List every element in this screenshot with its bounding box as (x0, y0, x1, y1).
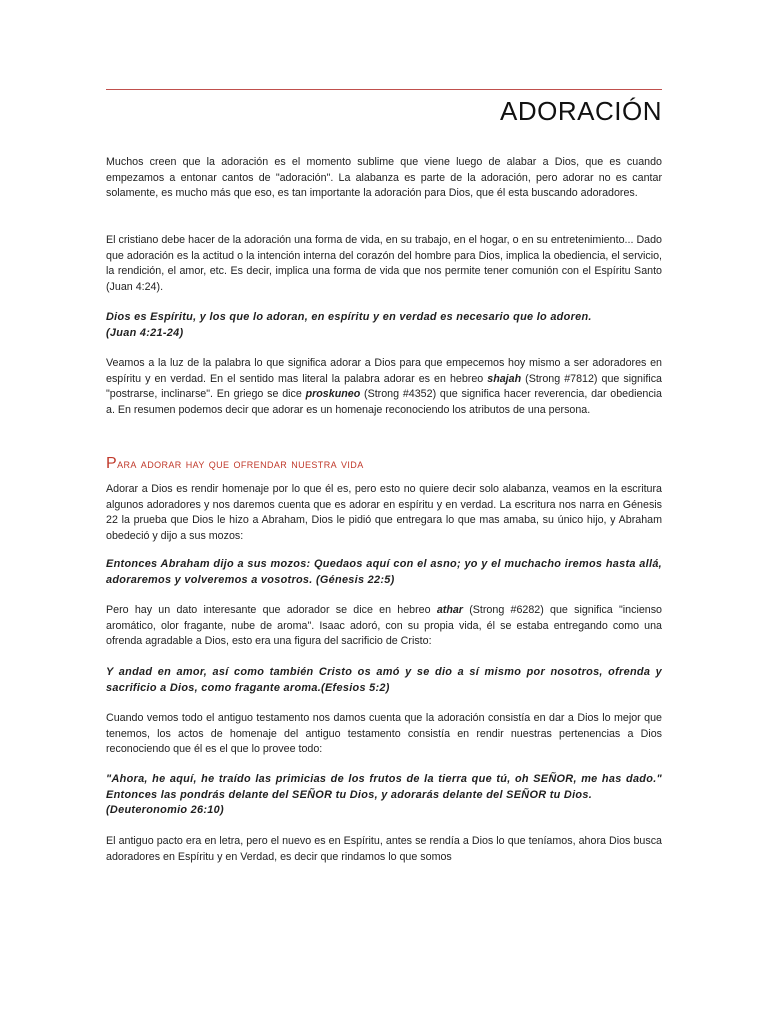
paragraph-old-testament: Cuando vemos todo el antiguo testamento nos damos cuenta que la adoración consistía en dar a Dios lo mejor que tenemos, los actos de homenaje del antiguo testamento consistía en rendir nuestras pertenencias a Dios reconociendo que él es el que lo provee todo: (106, 712, 662, 755)
quote-juan-ref: (Juan 4:21-24) (106, 326, 184, 339)
paragraph-meaning (106, 356, 662, 418)
document-title: ADORACIÓN (500, 96, 662, 126)
greek-word-proskuneo: proskuneo (305, 388, 361, 400)
section-heading (106, 455, 364, 473)
paragraph-meaning-part-b: (Strong #7812) que significa "postrarse, inclinarse". En griego se dice (106, 372, 662, 400)
paragraph-athar-part-b: (Strong #6282) que significa "incienso aromático, olor fragante, nube de aroma". Isaac adoró, con su propia vida, él se estaba entregando como una ofrenda agradable a Dios, esto era una figura del sacrificio de Cristo: (106, 604, 663, 647)
quote-juan (106, 310, 662, 341)
quote-deuteronomio (106, 772, 662, 819)
quote-genesis: Entonces Abraham dijo a sus mozos: Quedaos aquí con el asno; yo y el muchacho iremos hasta allá, adoraremos y volveremos a vosotros. (Génesis 22:5) (106, 558, 662, 586)
paragraph-meaning-part-a: Veamos a la luz de la palabra lo que significa adorar a Dios para que empecemos hoy mismo a ser adoradores en espíritu y en verdad. En el sentido mas literal la palabra adorar es en hebreo (106, 357, 662, 385)
paragraph-new-covenant: El antiguo pacto era en letra, pero el nuevo es en Espíritu, antes se rendía a Dios lo que teníamos, ahora Dios busca adoradores en Espíritu y en Verdad, es decir que rindamos lo que somos (106, 835, 662, 863)
paragraph-intro: Muchos creen que la adoración es el momento sublime que viene luego de alabar a Dios, que es cuando empezamos a entonar cantos de "adoración". La alabanza es parte de la adoración, pero adorar no es cantar solamente, es mucho más que eso, es tan importante la adoración para Dios, que él esta buscando adoradores. (106, 156, 662, 199)
quote-deuteronomio-ref: (Deuteronomio 26:10) (106, 804, 224, 816)
quote-efesios: Y andad en amor, así como también Cristo os amó y se dio a sí mismo por nosotros, ofrenda y sacrificio a Dios, como fragante aroma.(Efesios 5:2) (106, 666, 662, 694)
paragraph-athar-part-a: Pero hay un dato interesante que adorador se dice en hebreo (106, 604, 437, 616)
paragraph-meaning-part-c: (Strong #4352) que significa hacer reverencia, dar obediencia a. En resumen podemos decir que adorar es un homenaje reconociendo los atributos de una persona. (106, 388, 662, 416)
quote-deuteronomio-text: "Ahora, he aquí, he traído las primicias de los frutos de la tierra que tú, oh SEÑOR, me has dado." Entonces las pondrás delante del SEÑOR tu Dios, y adorarás delante del SEÑOR tu Dios. (106, 773, 662, 801)
paragraph-athar (106, 603, 662, 650)
paragraph-abraham: Adorar a Dios es rendir homenaje por lo que él es, pero esto no quiere decir solo alabanza, veamos en la escritura algunos adoradores y nos daremos cuenta que es adorar en espíritu y en verdad. La escritura nos narra en Génesis 22 la prueba que Dios le hizo a Abraham, Dios le pidió que entregara lo que mas amaba, su único hijo, y Abraham obedeció y dijo a sus mozos: (106, 483, 662, 542)
paragraph-way-of-life: El cristiano debe hacer de la adoración una forma de vida, en su trabajo, en el hogar, o en su entretenimiento... Dado que adoración es la actitud o la intención interna del corazón del hombre para Dios, implica la obediencia, el servicio, la rendición, el amor, etc. Es decir, implica una forma de vida que nos permite tener comunión con el Espíritu Santo (Juan 4:24). (106, 234, 662, 293)
section-heading-text: ara adorar hay que ofrendar nuestra vida (117, 456, 364, 471)
quote-juan-text: Dios es Espíritu, y los que lo adoran, en espíritu y en verdad es necesario que lo adoren. (106, 311, 592, 323)
hebrew-word-shajah: shajah (487, 372, 522, 385)
header-rule (106, 89, 662, 90)
section-heading-initial: P (106, 455, 118, 472)
hebrew-word-athar: athar (436, 604, 463, 616)
